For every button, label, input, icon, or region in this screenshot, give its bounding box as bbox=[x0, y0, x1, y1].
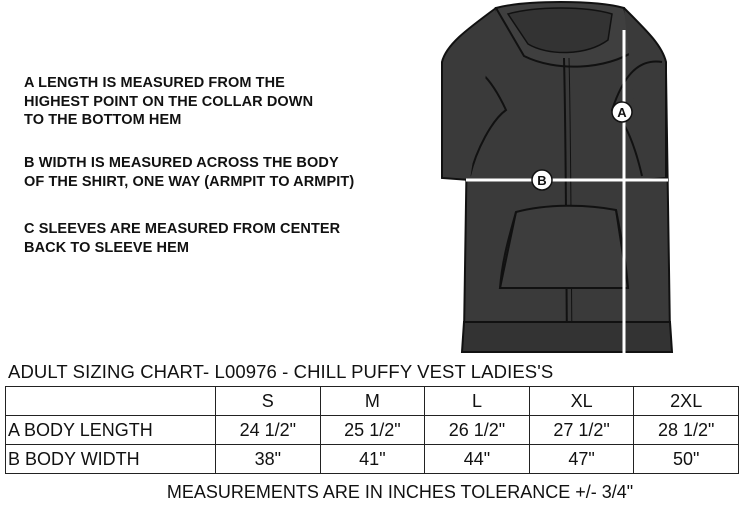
header-size-2xl: 2XL bbox=[634, 387, 739, 416]
vest-pocket bbox=[500, 206, 628, 288]
marker-a-label: A bbox=[617, 105, 627, 120]
marker-b-label: B bbox=[537, 173, 547, 188]
table-cell: 24 1/2" bbox=[216, 416, 321, 445]
note-width: B WIDTH IS MEASURED ACROSS THE BODY OF THE SHIRT, ONE WAY (ARMPIT TO ARMPIT) bbox=[24, 155, 355, 190]
table-cell: 41" bbox=[320, 445, 425, 474]
table-cell: 26 1/2" bbox=[425, 416, 530, 445]
sizing-table bbox=[5, 386, 739, 474]
table-cell: 25 1/2" bbox=[320, 416, 425, 445]
table-cell: 38" bbox=[216, 445, 321, 474]
table-cell: 28 1/2" bbox=[634, 416, 739, 445]
table-cell: 47" bbox=[529, 445, 634, 474]
note-sleeves: C SLEEVES ARE MEASURED FROM CENTER BACK TO SLEEVE HEM bbox=[24, 221, 341, 256]
header-size-m: M bbox=[320, 387, 425, 416]
table-row-body-width bbox=[6, 445, 739, 474]
table-header-row bbox=[6, 387, 739, 416]
vest-diagram bbox=[436, 0, 740, 360]
vest-hem bbox=[462, 322, 672, 352]
row-label: B BODY WIDTH bbox=[6, 445, 216, 474]
table-cell: 50" bbox=[634, 445, 739, 474]
measurement-footer: MEASUREMENTS ARE IN INCHES TOLERANCE +/- 3/4" bbox=[166, 482, 634, 502]
header-size-xl: XL bbox=[529, 387, 634, 416]
sizing-chart-title: ADULT SIZING CHART- L00976 - CHILL PUFFY VEST LADIES'S bbox=[8, 361, 554, 382]
header-size-s: S bbox=[216, 387, 321, 416]
header-blank-cell bbox=[6, 387, 216, 416]
table-cell: 27 1/2" bbox=[529, 416, 634, 445]
note-length: A LENGTH IS MEASURED FROM THE HIGHEST POINT ON THE COLLAR DOWN TO THE BOTTOM HEM bbox=[24, 75, 314, 128]
table-row-body-length bbox=[6, 416, 739, 445]
row-label: A BODY LENGTH bbox=[6, 416, 216, 445]
table-cell: 44" bbox=[425, 445, 530, 474]
header-size-l: L bbox=[425, 387, 530, 416]
